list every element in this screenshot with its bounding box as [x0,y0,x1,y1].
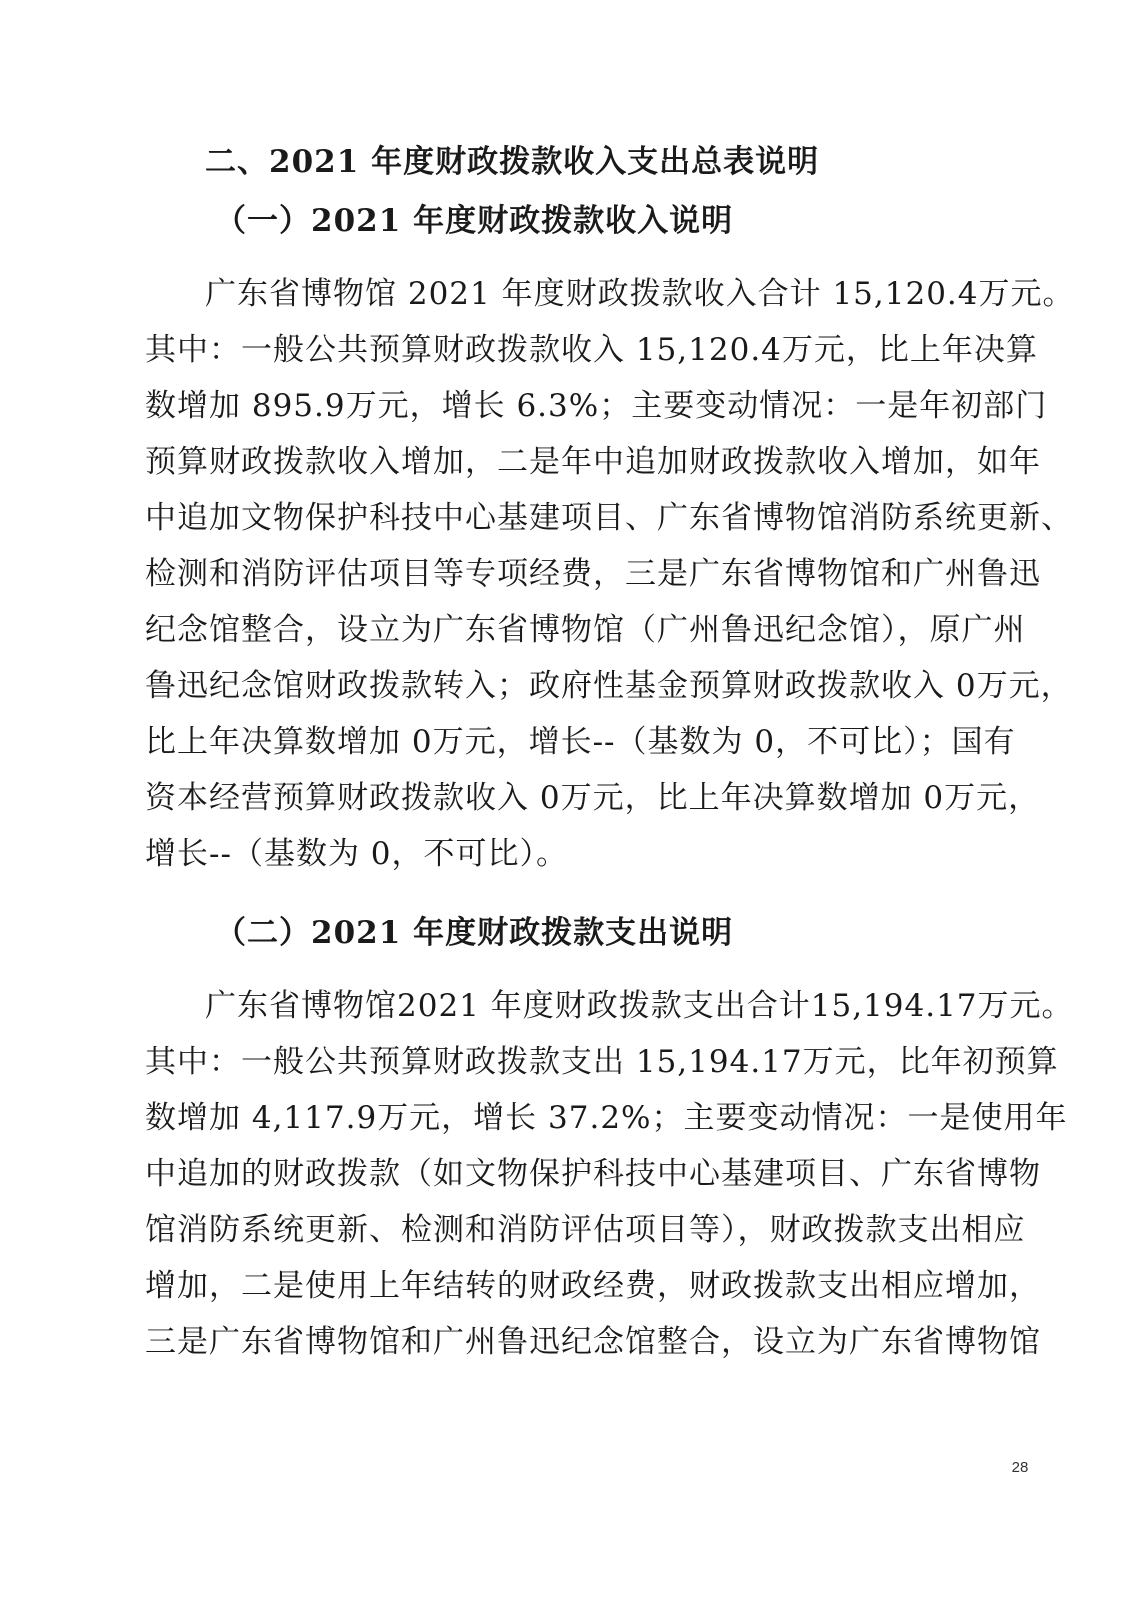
expense-line-5: 馆消防系统更新、检测和消防评估项目等），财政拨款支出相应 [145,1212,1026,1248]
expense-line-1: 广东省博物馆2021 年度财政拨款支出合计15,194.17万元。 [205,988,1074,1024]
income-line-9: 比上年决算数增加 0万元，增长--（基数为 0，不可比）；国有 [145,724,1016,760]
income-line-4: 预算财政拨款收入增加，二是年中追加财政拨款收入增加，如年 [145,444,1041,480]
income-line-3: 数增加 895.9万元，增长 6.3%；主要变动情况：一是年初部门 [145,388,1048,424]
page-number: 28 [1011,1459,1029,1476]
income-line-5: 中追加文物保护科技中心基建项目、广东省博物馆消防系统更新、 [145,500,1073,536]
income-line-10: 资本经营预算财政拨款收入 0万元，比上年决算数增加 0万元， [145,780,1041,816]
section-heading: 二、2021 年度财政拨款收入支出总表说明 [205,144,820,180]
expense-line-7: 三是广东省博物馆和广州鲁迅纪念馆整合，设立为广东省博物馆 [145,1324,1041,1360]
income-line-6: 检测和消防评估项目等专项经费，三是广东省博物馆和广州鲁迅 [145,556,1041,592]
expense-line-3: 数增加 4,117.9万元，增长 37.2%；主要变动情况：一是使用年 [145,1100,1068,1136]
expense-line-2: 其中：一般公共预算财政拨款支出 15,194.17万元，比年初预算 [145,1044,1059,1080]
expense-line-6: 增加，二是使用上年结转的财政经费，财政拨款支出相应增加， [145,1268,1041,1304]
income-line-2: 其中：一般公共预算财政拨款收入 15,120.4万元，比上年决算 [145,332,1038,368]
income-line-8: 鲁迅纪念馆财政拨款转入；政府性基金预算财政拨款收入 0万元， [145,668,1073,704]
expense-line-4: 中追加的财政拨款（如文物保护科技中心基建项目、广东省博物 [145,1156,1041,1192]
subsection-heading-income: （一）2021 年度财政拨款收入说明 [215,203,734,239]
income-line-7: 纪念馆整合，设立为广东省博物馆（广州鲁迅纪念馆），原广州 [145,612,1026,648]
income-line-11: 增长--（基数为 0，不可比）。 [145,836,569,872]
income-line-1: 广东省博物馆 2021 年度财政拨款收入合计 15,120.4万元。 [205,276,1075,312]
subsection-heading-expense: （二）2021 年度财政拨款支出说明 [215,915,734,951]
